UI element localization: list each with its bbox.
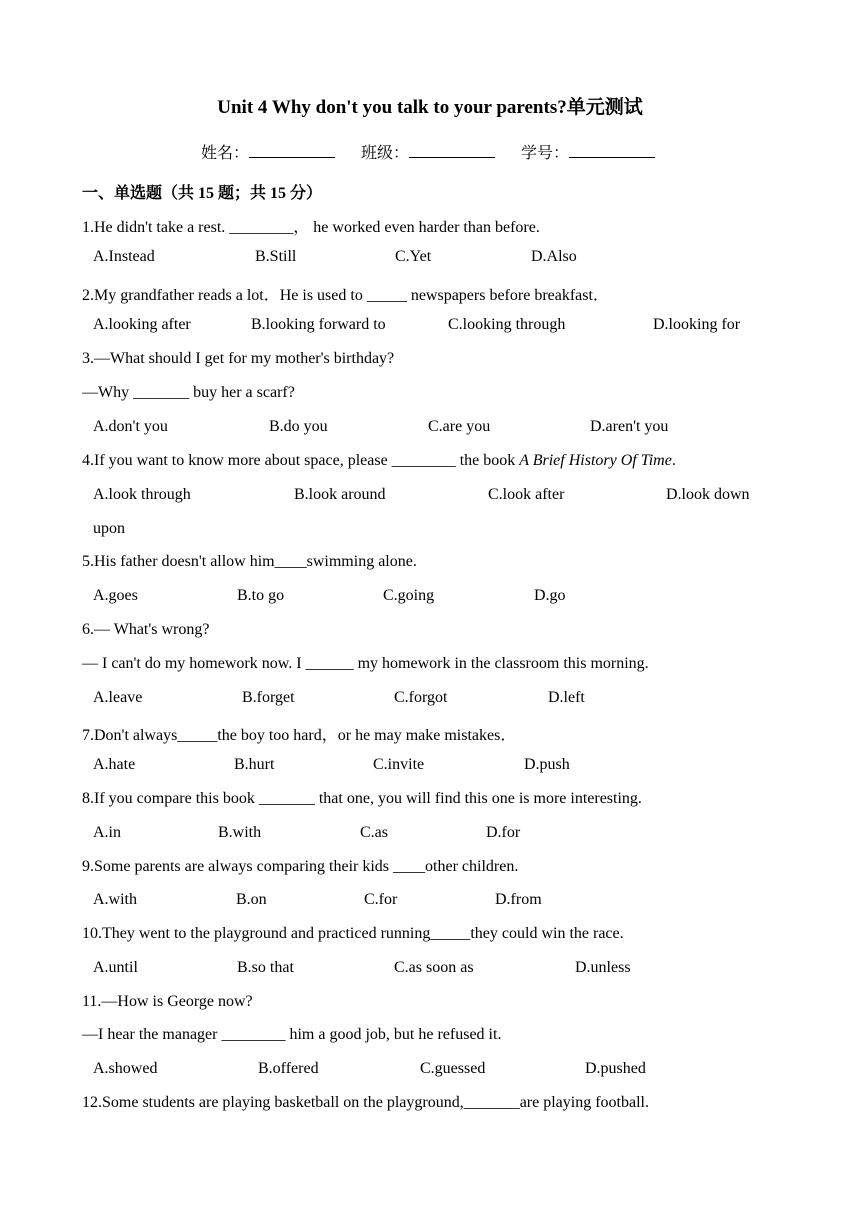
option-c[interactable]: C.look after xyxy=(488,486,565,503)
question-4-options xyxy=(93,486,773,506)
option-d[interactable]: D.push xyxy=(524,756,570,773)
option-d[interactable]: D.unless xyxy=(575,959,631,976)
option-b[interactable]: B.looking forward to xyxy=(251,316,386,333)
option-b[interactable]: B.with xyxy=(218,824,262,841)
option-d[interactable]: D.from xyxy=(495,891,542,908)
option-d[interactable]: D.look down xyxy=(666,486,750,503)
question-4-text-end: . xyxy=(671,452,676,469)
question-3-options xyxy=(93,418,773,438)
option-a[interactable]: A.don't you xyxy=(93,418,168,435)
question-9-options xyxy=(93,891,773,911)
name-blank[interactable] xyxy=(249,143,335,158)
id-blank[interactable] xyxy=(569,143,655,158)
option-d[interactable]: D.Also xyxy=(531,248,577,265)
option-d[interactable]: D.for xyxy=(486,824,521,841)
option-a[interactable]: A.looking after xyxy=(93,316,191,333)
option-a[interactable]: A.with xyxy=(93,891,137,908)
option-b[interactable]: B.forget xyxy=(242,689,295,706)
option-c[interactable]: C.going xyxy=(383,587,435,604)
option-d-wrap[interactable]: upon xyxy=(93,520,125,537)
question-10-options xyxy=(93,959,773,979)
option-d[interactable]: D.go xyxy=(534,587,566,604)
question-2-text: 2.My grandfather reads a lot．He is used to _____ newspapers before breakfast． xyxy=(82,287,609,304)
option-b[interactable]: B.Still xyxy=(255,248,297,265)
option-b[interactable]: B.to go xyxy=(237,587,285,604)
option-b[interactable]: B.offered xyxy=(258,1060,319,1077)
option-d[interactable]: D.looking for xyxy=(653,316,741,333)
option-b[interactable]: B.on xyxy=(236,891,267,908)
id-label: 学号： xyxy=(521,145,570,162)
option-b[interactable]: B.hurt xyxy=(234,756,275,773)
option-c[interactable]: C.invite xyxy=(373,756,425,773)
question-6-options xyxy=(93,689,773,709)
question-7-text: 7.Don't always_____the boy too hard，or he may make mistakes． xyxy=(82,727,517,744)
option-d[interactable]: D.pushed xyxy=(585,1060,646,1077)
option-c[interactable]: C.Yet xyxy=(395,248,432,265)
student-info-row xyxy=(0,140,860,163)
question-9-text: 9.Some parents are always comparing their kids ____other children. xyxy=(82,858,519,875)
option-a[interactable]: A.leave xyxy=(93,689,143,706)
question-3-text: 3.—What should I get for my mother's birthday? xyxy=(82,350,395,367)
option-c[interactable]: C.as xyxy=(360,824,388,841)
option-a[interactable]: A.goes xyxy=(93,587,138,604)
question-8-options xyxy=(93,824,773,844)
question-4-options-wrap xyxy=(93,520,773,540)
question-2-options xyxy=(93,316,773,336)
question-6-text: 6.— What's wrong? xyxy=(82,621,210,638)
option-b[interactable]: B.do you xyxy=(269,418,328,435)
option-c[interactable]: C.are you xyxy=(428,418,491,435)
option-c[interactable]: C.guessed xyxy=(420,1060,486,1077)
question-1-options xyxy=(93,248,773,268)
class-label: 班级： xyxy=(360,145,409,162)
option-a[interactable]: A.in xyxy=(93,824,121,841)
question-11-text: 11.—How is George now? xyxy=(82,993,253,1010)
option-a[interactable]: A.until xyxy=(93,959,138,976)
option-d[interactable]: D.left xyxy=(548,689,585,706)
question-11-text-2: —I hear the manager ________ him a good job, but he refused it. xyxy=(82,1026,502,1043)
page-title: Unit 4 Why don't you talk to your parents?单元测试 xyxy=(217,97,643,118)
question-4-text xyxy=(82,452,676,470)
option-a[interactable]: A.hate xyxy=(93,756,136,773)
question-10-text: 10.They went to the playground and practiced running_____they could win the race. xyxy=(82,925,624,942)
question-5-text: 5.His father doesn't allow him____swimming alone. xyxy=(82,553,417,570)
option-c[interactable]: C.as soon as xyxy=(394,959,474,976)
question-4-text-main: 4.If you want to know more about space, please ________ the book xyxy=(82,452,520,469)
question-6-text-2: — I can't do my homework now. I ______ my homework in the classroom this morning. xyxy=(82,655,649,672)
option-a[interactable]: A.showed xyxy=(93,1060,158,1077)
option-d[interactable]: D.aren't you xyxy=(590,418,669,435)
question-5-options xyxy=(93,587,773,607)
option-a[interactable]: A.Instead xyxy=(93,248,155,265)
option-c[interactable]: C.looking through xyxy=(448,316,566,333)
option-b[interactable]: B.so that xyxy=(237,959,294,976)
question-7-options xyxy=(93,756,773,776)
option-c[interactable]: C.for xyxy=(364,891,398,908)
book-title: A Brief History Of Time xyxy=(519,452,672,469)
question-8-text: 8.If you compare this book _______ that one, you will find this one is more interesting. xyxy=(82,790,642,807)
name-label: 姓名： xyxy=(200,145,249,162)
question-12-text: 12.Some students are playing basketball on the playground,_______are playing football. xyxy=(82,1094,649,1111)
question-1-text: 1.He didn't take a rest. ________， he worked even harder than before. xyxy=(82,219,540,236)
class-blank[interactable] xyxy=(409,143,495,158)
question-11-options xyxy=(93,1060,773,1080)
question-3-text-2: —Why _______ buy her a scarf? xyxy=(82,384,295,401)
section-heading: 一、单选题（共 15 题；共 15 分） xyxy=(82,185,323,202)
option-a[interactable]: A.look through xyxy=(93,486,191,503)
option-c[interactable]: C.forgot xyxy=(394,689,448,706)
option-b[interactable]: B.look around xyxy=(294,486,386,503)
